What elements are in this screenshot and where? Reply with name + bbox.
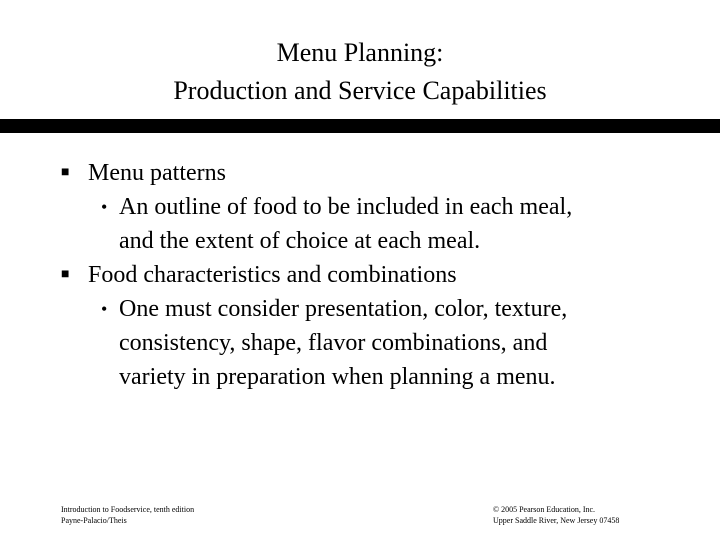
round-bullet-icon: • — [101, 299, 108, 319]
footer-copyright — [493, 504, 619, 526]
slide-title-line-1: Menu Planning: — [276, 38, 444, 67]
bullet-text: Menu patterns — [88, 160, 226, 186]
sub-bullet-line: An outline of food to be included in each meal, — [119, 194, 573, 220]
sub-bullet-line: and the extent of choice at each meal. — [119, 228, 481, 254]
sub-bullet-line: variety in preparation when planning a menu. — [119, 364, 556, 390]
sub-bullet-menu-patterns — [0, 190, 720, 258]
round-bullet-icon: • — [101, 197, 108, 217]
sub-bullet-food-characteristics — [0, 292, 720, 394]
footer-authors: Payne-Palacio/Theis — [61, 516, 127, 525]
footer-publisher-address: Upper Saddle River, New Jersey 07458 — [493, 516, 620, 525]
footer-book-title: Introduction to Foodservice, tenth edition — [61, 505, 195, 514]
square-bullet-icon: ■ — [61, 267, 70, 282]
sub-bullet-line: consistency, shape, flavor combinations, and — [119, 330, 548, 356]
slide-title — [0, 34, 720, 110]
sub-bullet-line: One must consider presentation, color, texture, — [119, 296, 568, 322]
footer-copyright-line: © 2005 Pearson Education, Inc. — [493, 505, 596, 514]
title-divider-bar — [0, 119, 720, 133]
square-bullet-icon: ■ — [61, 165, 70, 180]
slide-title-line-2: Production and Service Capabilities — [173, 76, 547, 105]
bullet-food-characteristics — [0, 258, 720, 292]
bullet-text: Food characteristics and combinations — [88, 262, 457, 288]
slide-body — [0, 156, 720, 394]
bullet-menu-patterns — [0, 156, 720, 190]
footer-book-info — [61, 504, 194, 526]
